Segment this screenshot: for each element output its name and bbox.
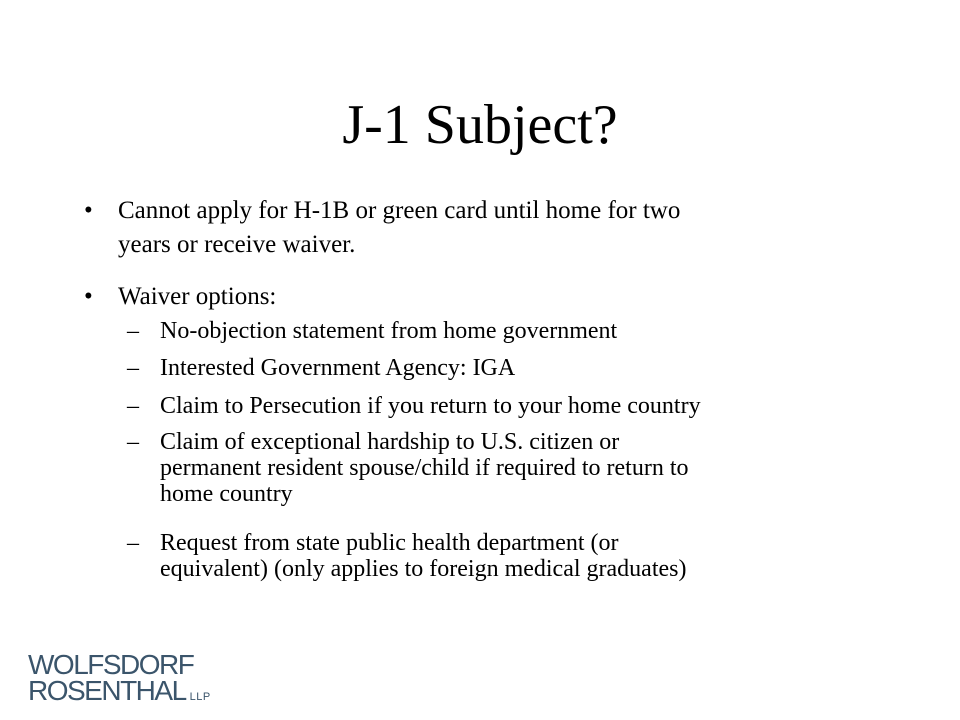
dash-marker: – [127, 318, 139, 344]
logo-line-2 [28, 675, 211, 710]
slide-title: J-1 Subject? [342, 94, 618, 156]
bullet-marker: • [84, 283, 93, 310]
sub-item-5-line-2: equivalent) (only applies to foreign medical graduates) [160, 556, 687, 582]
dash-marker: – [127, 355, 139, 381]
bullet-2-line-1: Waiver options: [118, 283, 277, 310]
sub-item-3-line-1: Claim to Persecution if you return to your home country [160, 393, 701, 419]
sub-item-4-line-2: permanent resident spouse/child if required to return to [160, 455, 689, 481]
sub-item-4-line-3: home country [160, 481, 293, 507]
dash-marker: – [127, 393, 139, 419]
sub-item-1-line-1: No-objection statement from home government [160, 318, 618, 344]
dash-marker: – [127, 530, 139, 556]
sub-item-4-line-1: Claim of exceptional hardship to U.S. citizen or [160, 429, 620, 455]
logo-suffix: LLP [189, 691, 211, 703]
bullet-1-line-1: Cannot apply for H-1B or green card until home for two [118, 197, 681, 224]
company-logo [28, 649, 211, 710]
dash-marker: – [127, 429, 139, 455]
logo-line-2-text: ROSENTHAL [28, 675, 186, 706]
sub-item-2-line-1: Interested Government Agency: IGA [160, 355, 516, 381]
bullet-marker: • [84, 197, 93, 224]
logo-line-1: WOLFSDORF [28, 649, 194, 680]
sub-item-5-line-1: Request from state public health department (or [160, 530, 619, 556]
bullet-1-line-2: years or receive waiver. [118, 231, 356, 258]
